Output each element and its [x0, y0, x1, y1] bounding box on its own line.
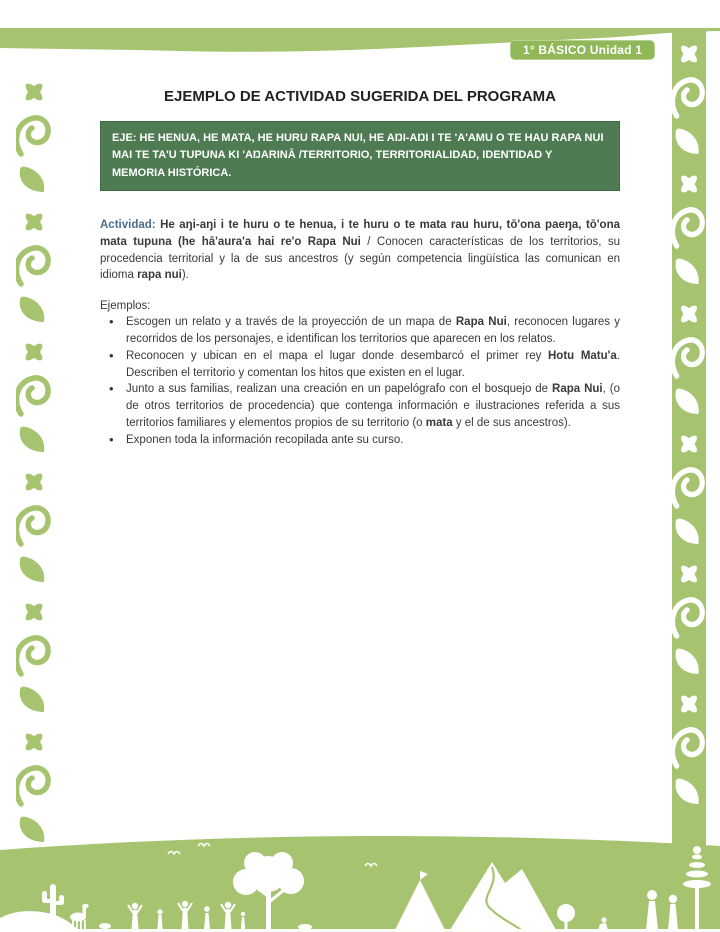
- activity-label: Actividad:: [100, 219, 156, 232]
- eje-heading-box: EJE: HE HENUA, HE MATA, HE HURU RAPA NUI, HE AŊI-AŊI I TE 'A'AMU O TE HAU RAPA NUI MAI TE TA'U TUPUNA KI 'AŊARINĀ /TERRITORIO, TERRITORIALIDAD, IDENTIDAD Y MEMORIA HISTÓRICA.: [100, 121, 620, 191]
- list-item: • Exponen toda la información recopilada ante su curso.: [100, 432, 620, 449]
- list-item: • Escogen un relato y a través de la proyección de un mapa de Rapa Nui, reconocen lugares y recorridos de los personajes, e identifican los territorios que aparecen en los relatos.: [100, 314, 620, 348]
- activity-text: He aŋi-aŋi i te huru o te henua, i te huru o te mata rau huru, tō'ona paeŋa, tō'ona mata tupuna (he hā'aura'a hai re'o Rapa Nui / Conocen características de los territorios, su procedencia territorial y la de sus ancestros (y según competencia lingüística las comunican en idioma rapa nui).: [100, 219, 620, 282]
- list-item: • Junto a sus familias, realizan una creación en un papelógrafo con el bosquejo de Rapa Nui, (o de otros territorios de procedencia) que contenga información e ilustraciones referida a sus territorios familiares y elementos propios de su territorio (o mata y el de sus ancestros).: [100, 381, 620, 431]
- footer-landscape-icon: [0, 836, 720, 932]
- right-border-pattern-icon: [672, 28, 706, 848]
- left-border-pattern-icon: [16, 70, 52, 850]
- examples-label: Ejemplos:: [100, 300, 151, 313]
- examples-list: [100, 314, 620, 448]
- grade-unit-badge: 1° BÁSICO Unidad 1: [510, 40, 655, 60]
- content-column: [100, 88, 620, 449]
- activity-paragraph: [100, 217, 620, 284]
- page-title: EJEMPLO DE ACTIVIDAD SUGERIDA DEL PROGRAMA: [164, 88, 556, 105]
- list-item: • Reconocen y ubican en el mapa el lugar donde desembarcó el primer rey Hotu Matu'a. Describen el territorio y comentan los hitos que existen en el lugar.: [100, 348, 620, 382]
